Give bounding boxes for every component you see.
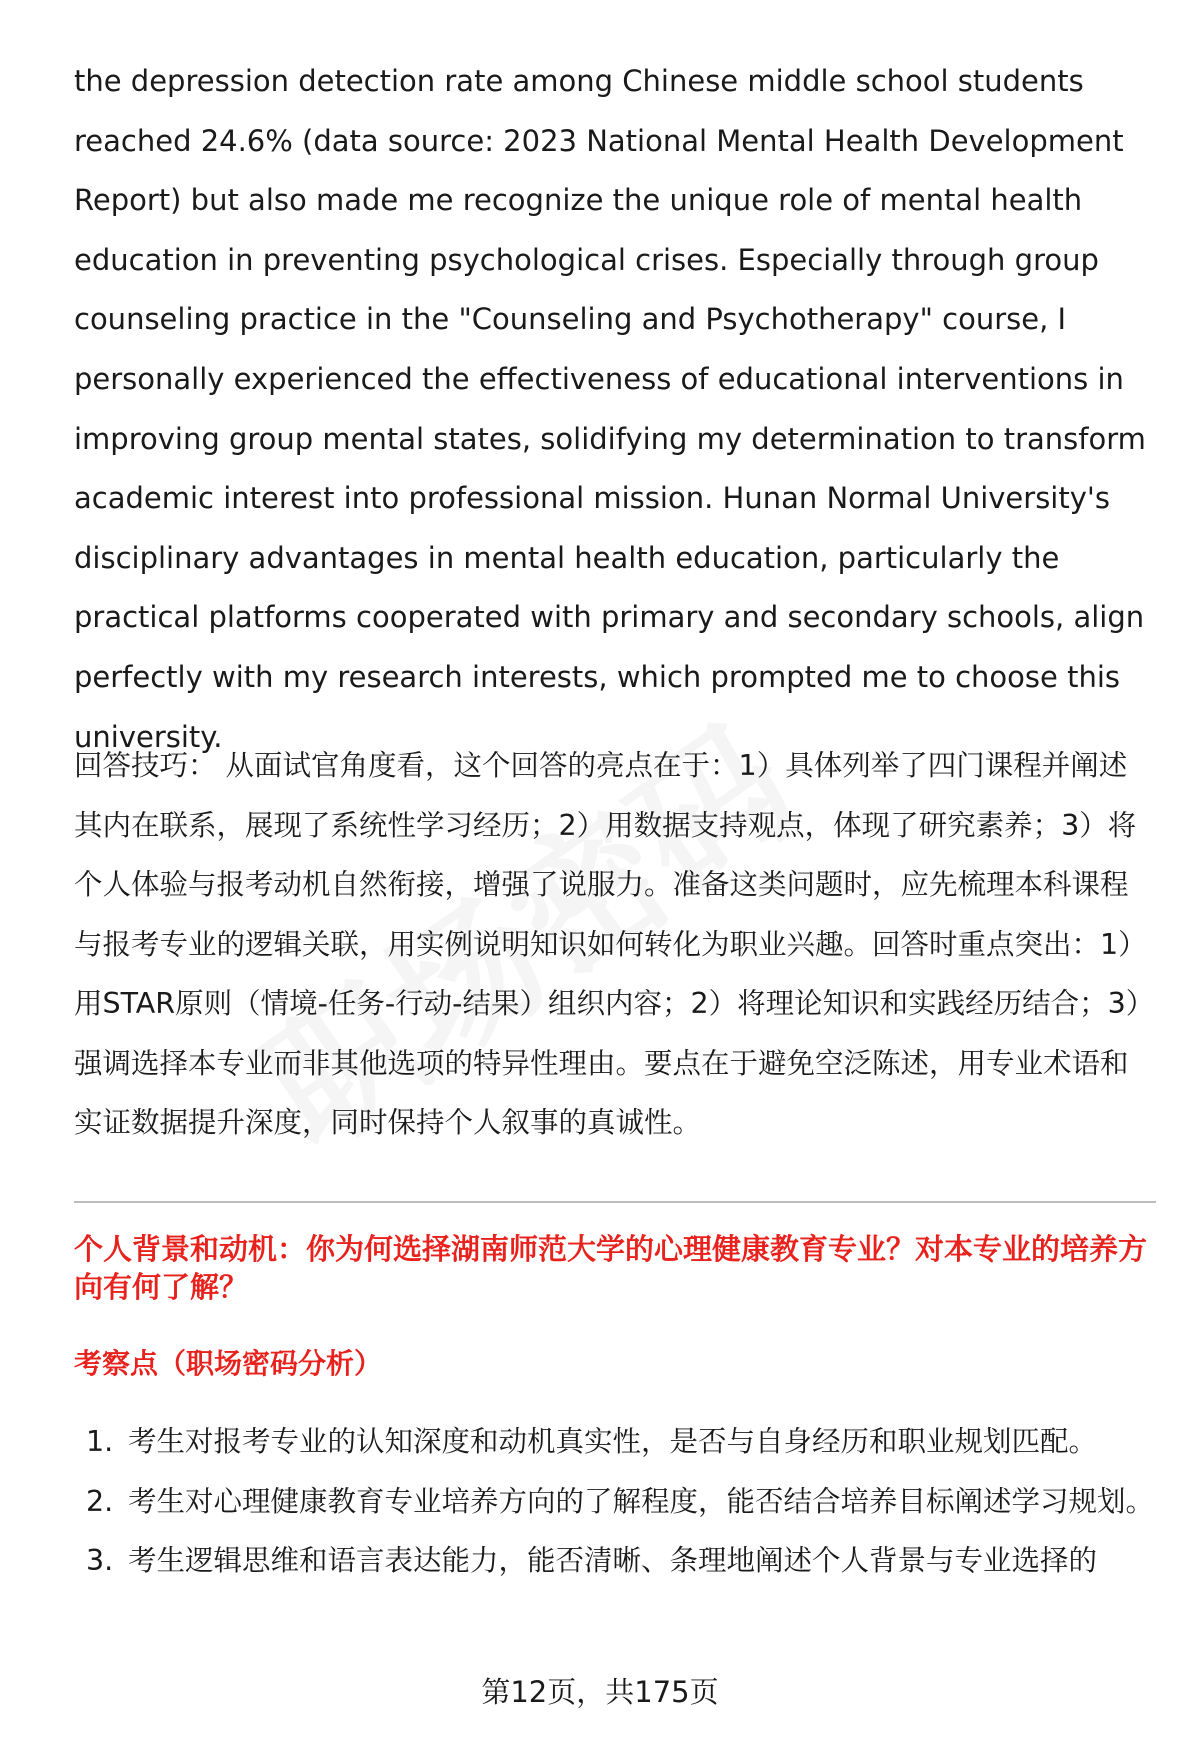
- list-item: [74, 1412, 1154, 1472]
- section-divider: [74, 1201, 1156, 1203]
- assessment-points-heading: 考察点（职场密码分析）: [74, 1347, 383, 1380]
- list-item-number: 1.: [86, 1425, 114, 1458]
- assessment-points-list: [74, 1412, 1154, 1591]
- list-item-text: 考生逻辑思维和语言表达能力，能否清晰、条理地阐述个人背景与专业选择的: [128, 1544, 1098, 1577]
- list-item-text: 考生对报考专业的认知深度和动机真实性，是否与自身经历和职业规划匹配。: [128, 1425, 1098, 1458]
- list-item: [74, 1531, 1154, 1591]
- list-item: [74, 1472, 1154, 1532]
- question-title: 个人背景和动机：你为何选择湖南师范大学的心理健康教育专业？对本专业的培养方向有何了解？: [74, 1232, 1148, 1304]
- list-item-number: 2.: [86, 1484, 114, 1518]
- list-item-text: 考生对心理健康教育专业培养方向的了解程度，能否结合培养目标阐述学习规划。: [128, 1484, 1155, 1518]
- english-answer-paragraph: the depression detection rate among Chinese middle school students reached 24.6% (data source: 2023 National Mental Health Development Report) but also made me recognize the unique role of mental health education in preventing psychological crises. Especially through group counseling practice in the "Counseling and Psychotherapy" course, I personally experienced the effectiveness of educational interventions in improving group mental states, solidifying my determination to transform academic interest into professional mission. Hunan Normal University's disciplinary advantages in mental health education, particularly the practical platforms cooperated with primary and secondary schools, align perfectly with my research interests, which prompted me to choose this university.: [74, 64, 1146, 754]
- answer-tip-paragraph: 回答技巧： 从面试官角度看，这个回答的亮点在于：1）具体列举了四门课程并阐述其内在联系，展现了系统性学习经历；2）用数据支持观点，体现了研究素养；3）将个人体验与报考动机自然衔接，增强了说服力。准备这类问题时，应先梳理本科课程与报考专业的逻辑关联，用实例说明知识如何转化为职业兴趣。回答时重点突出：1）用STAR原则（情境-任务-行动-结果）组织内容；2）将理论知识和实践经历结合；3）强调选择本专业而非其他选项的特异性理由。要点在于避免空泛陈述，用专业术语和实证数据提升深度，同时保持个人叙事的真诚性。: [74, 749, 1147, 1139]
- list-item-number: 3.: [86, 1544, 114, 1577]
- page-number-footer: 第12页，共175页: [481, 1675, 719, 1709]
